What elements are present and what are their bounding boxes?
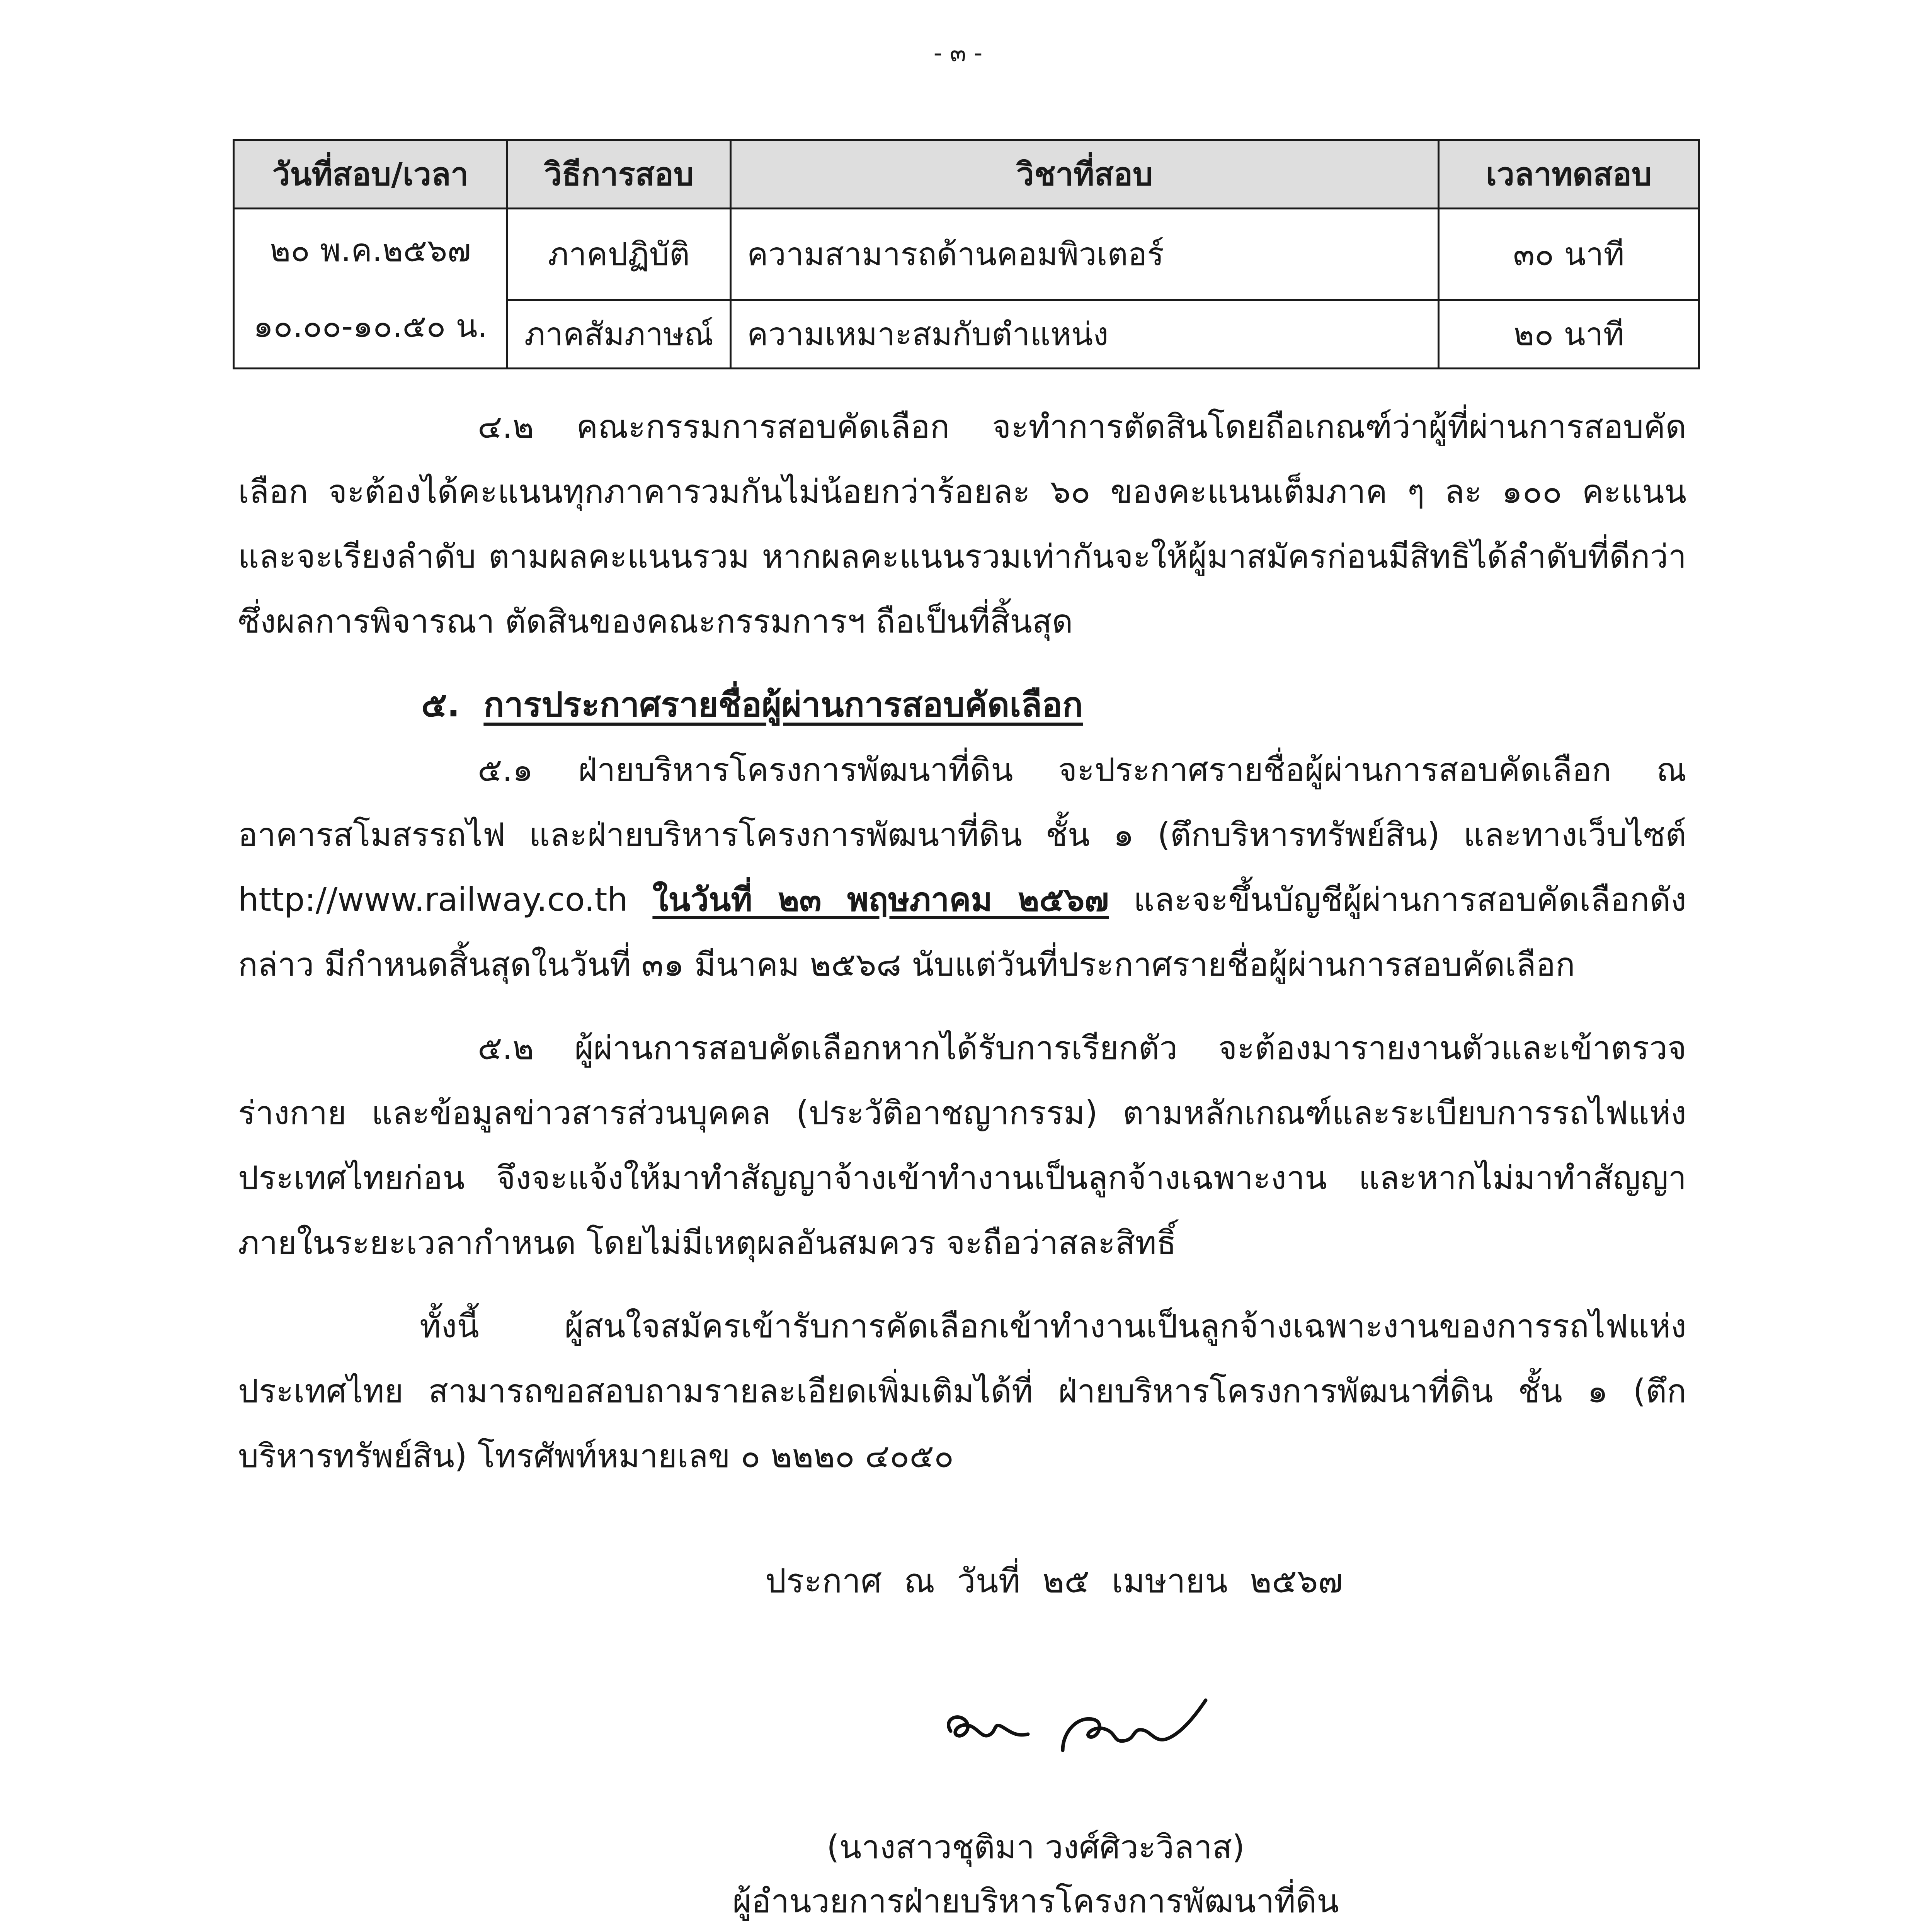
section-5-1-text-after: และจะขึ้นบัญชีผู้ผ่านการสอบคัดเลือกดังกล่าว มีกำหนดสิ้นสุดในวันที่ ๓๑ มีนาคม ๒๕๖๘ นับแต่วันที่ประกาศรายชื่อผู้ผ่านการสอบคัดเลือก — [238, 881, 1687, 983]
header-duration: เวลาทดสอบ — [1439, 140, 1699, 209]
section-4-2-paragraph — [238, 394, 1686, 654]
method-cell: ภาคปฏิบัติ — [507, 209, 731, 300]
signer-name: (นางสาวชุติมา วงศ์ศิวะวิลาส) — [827, 1828, 1245, 1866]
section-5-2-paragraph — [238, 1015, 1686, 1275]
subject-cell: ความเหมาะสมกับตำแหน่ง — [731, 300, 1439, 369]
header-method: วิธีการสอบ — [507, 140, 731, 209]
closing-paragraph — [238, 1294, 1686, 1488]
section-5-2-text: ๕.๒ ผู้ผ่านการสอบคัดเลือกหากได้รับการเรียกตัว จะต้องมารายงานตัวและเข้าตรวจร่างกาย และข้อมูลข่าวสารส่วนบุคคล (ประวัติอาชญากรรม) ตามหลักเกณฑ์และระเบียบการรถไฟแห่งประเทศไทยก่อน จึงจะแจ้งให้มาทำสัญญาจ้างเข้าทำงานเป็นลูกจ้างเฉพาะงาน และหากไม่มาทำสัญญาภายในระยะเวลากำหนด โดยไม่มีเหตุผลอันสมควร จะถือว่าสละสิทธิ์ — [238, 1029, 1686, 1262]
exam-time: ๑๐.๐๐-๑๐.๕๐ น. — [253, 308, 488, 345]
section-4-2-text: ๔.๒ คณะกรรมการสอบคัดเลือก จะทำการตัดสินโดยถือเกณฑ์ว่าผู้ที่ผ่านการสอบคัดเลือก จะต้องได้คะแนนทุกภาคารวมกันไม่น้อยกว่าร้อยละ ๖๐ ของคะแนนเต็มภาค ๆ ละ ๑๐๐ คะแนน และจะเรียงลำดับ ตามผลคะแนนรวม หากผลคะแนนรวมเท่ากันจะให้ผู้มาสมัครก่อนมีสิทธิได้ลำดับที่ดีกว่า ซึ่งผลการพิจารณา ตัดสินของคณะกรรมการฯ ถือเป็นที่สิ้นสุด — [238, 408, 1686, 640]
closing-text: ทั้งนี้ ผู้สนใจสมัครเข้ารับการคัดเลือกเข้าทำงานเป็นลูกจ้างเฉพาะงานของการรถไฟแห่งประเทศไทย สามารถขอสอบถามรายละเอียดเพิ่มเติมได้ที่ ฝ่ายบริหารโครงการพัฒนาที่ดิน ชั้น ๑ (ตึกบริหารทรัพย์สิน) โทรศัพท์หมายเลข ๐ ๒๒๒๐ ๔๐๕๐ — [238, 1307, 1686, 1475]
exam-date: ๒๐ พ.ค.๒๕๖๗ — [269, 232, 471, 269]
exam-schedule-table — [233, 139, 1700, 369]
table-header-row — [234, 140, 1699, 209]
section-5-title: การประกาศรายชื่อผู้ผ่านการสอบคัดเลือก — [483, 685, 1083, 724]
duration-cell: ๒๐ นาที — [1439, 300, 1699, 369]
table-row — [234, 209, 1699, 300]
exam-date-cell — [234, 209, 507, 369]
section-5-heading — [421, 672, 1083, 737]
section-5-1-text-before: ๕.๑ ฝ่ายบริหารโครงการพัฒนาที่ดิน จะประกาศรายชื่อผู้ผ่านการสอบคัดเลือก ณ อาคารสโมสรรถไฟ และฝ่ายบริหารโครงการพัฒนาที่ดิน ชั้น ๑ (ตึกบริหารทรัพย์สิน) และทางเว็บไซต์ http://www.railway.co.th — [238, 751, 1686, 918]
section-5-number: ๕. — [421, 685, 460, 724]
subject-cell: ความสามารถด้านคอมพิวเตอร์ — [731, 209, 1439, 300]
announcement-date: ประกาศ ณ วันที่ ๒๕ เมษายน ๒๕๖๗ — [765, 1562, 1343, 1600]
page-number: - ๓ - — [933, 39, 983, 67]
header-subject: วิชาที่สอบ — [731, 140, 1439, 209]
header-date-time: วันที่สอบ/เวลา — [234, 140, 507, 209]
section-5-1-paragraph — [238, 737, 1686, 997]
signature-image — [935, 1685, 1213, 1770]
signer-title: ผู้อำนวยการฝ่ายบริหารโครงการพัฒนาที่ดิน — [732, 1882, 1339, 1920]
announcement-date-emphasis: ในวันที่ ๒๓ พฤษภาคม ๒๕๖๗ — [652, 881, 1109, 918]
duration-cell: ๓๐ นาที — [1439, 209, 1699, 300]
method-cell: ภาคสัมภาษณ์ — [507, 300, 731, 369]
